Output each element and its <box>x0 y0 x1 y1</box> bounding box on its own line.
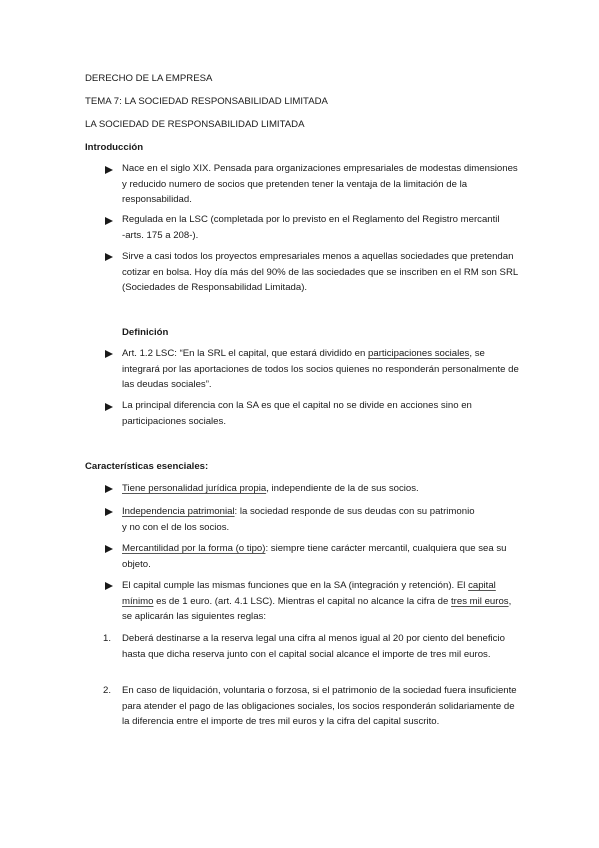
characteristic-2 <box>122 504 477 535</box>
definition-term-participaciones: participaciones sociales <box>368 348 470 359</box>
intro-item-1: Nace en el siglo XIX. Pensada para organizaciones empresariales de modestas dimensiones y reducido numero de socios que pretenden tener la ventaja de la limitación de la responsabilidad. <box>122 163 518 206</box>
characteristic-3 <box>122 541 517 572</box>
definition-heading: Definición <box>122 327 169 338</box>
bullet-arrow-icon <box>105 350 113 358</box>
characteristic-1 <box>122 481 522 497</box>
subject-line: DERECHO DE LA EMPRESA <box>85 73 213 84</box>
document-title: LA SOCIEDAD DE RESPONSABILIDAD LIMITADA <box>85 119 305 130</box>
bullet-arrow-icon <box>105 217 113 225</box>
characteristic-1-text: , independiente de la de sus socios. <box>266 483 419 494</box>
bullet-arrow-icon <box>105 582 113 590</box>
characteristic-1-term: Tiene personalidad jurídica propia <box>122 483 267 494</box>
bullet-arrow-icon <box>105 403 113 411</box>
rule-number: 1. <box>103 633 112 644</box>
characteristic-4-text-a: El capital cumple las mismas funciones que en la SA (integración y retención). El <box>122 580 469 591</box>
characteristic-4-term-capital: capital mínimo <box>122 580 496 607</box>
rule-item-2: En caso de liquidación, voluntaria o forzosa, si el patrimonio de la sociedad fuera insuficiente para atender el pago de las obligaciones sociales, los socios responderán solidariamente de la diferencia entre el importe de tres mil euros y la cifra del capital suscrito. <box>122 685 517 728</box>
intro-heading: Introducción <box>85 142 144 153</box>
topic-line: TEMA 7: LA SOCIEDAD RESPONSABILIDAD LIMITADA <box>85 96 328 107</box>
characteristic-3-text: : siempre tiene carácter mercantil, cualquiera que sea su objeto. <box>122 543 507 570</box>
bullet-arrow-icon <box>105 545 113 553</box>
definition-item-1 <box>122 346 520 393</box>
bullet-arrow-icon <box>105 508 113 516</box>
bullet-arrow-icon <box>105 253 113 261</box>
characteristic-3-term: Mercantilidad por la forma (o tipo) <box>122 543 266 554</box>
definition-item-2: La principal diferencia con la SA es que el capital no se divide en acciones sino en participaciones sociales. <box>122 400 472 427</box>
bullet-arrow-icon <box>105 166 113 174</box>
rule-item-1: Deberá destinarse a la reserva legal una cifra al menos igual al 20 por ciento del beneficio hasta que dicha reserva junto con el capital social alcance el importe de tres mil euros. <box>122 633 505 660</box>
intro-item-3: Sirve a casi todos los proyectos empresariales menos a aquellas sociedades que pretendan cotizar en bolsa. Hoy día más del 90% de las sociedades que se inscriben en el RM son SRL (Sociedades de Responsabilidad Limitada). <box>122 251 518 294</box>
definition-text-b: , se integrará por las aportaciones de todos los socios quienes no responderán personalmente de las deudas sociales”. <box>122 348 519 391</box>
rule-number: 2. <box>103 685 112 696</box>
characteristic-4 <box>122 578 520 625</box>
characteristic-2-text: : la sociedad responde de sus deudas con su patrimonio y no con el de los socios. <box>122 506 475 533</box>
characteristic-4-text-c: , se aplicarán las siguientes reglas: <box>122 595 512 623</box>
characteristics-heading: Características esenciales: <box>85 461 209 472</box>
characteristic-4-text-b: es de 1 euro. (art. 4.1 LSC). Mientras el capital no alcance la cifra de <box>153 595 452 607</box>
characteristic-4-term-tresmil: tres mil euros <box>451 595 509 607</box>
definition-text-a: Art. 1.2 LSC: “En la SRL el capital, que estará dividido en <box>122 348 369 359</box>
bullet-arrow-icon <box>105 485 113 493</box>
intro-item-2: Regulada en la LSC (completada por lo previsto en el Reglamento del Registro mercantil -arts. 175 a 208-). <box>122 214 500 241</box>
characteristic-2-term: Independencia patrimonial <box>122 506 235 517</box>
